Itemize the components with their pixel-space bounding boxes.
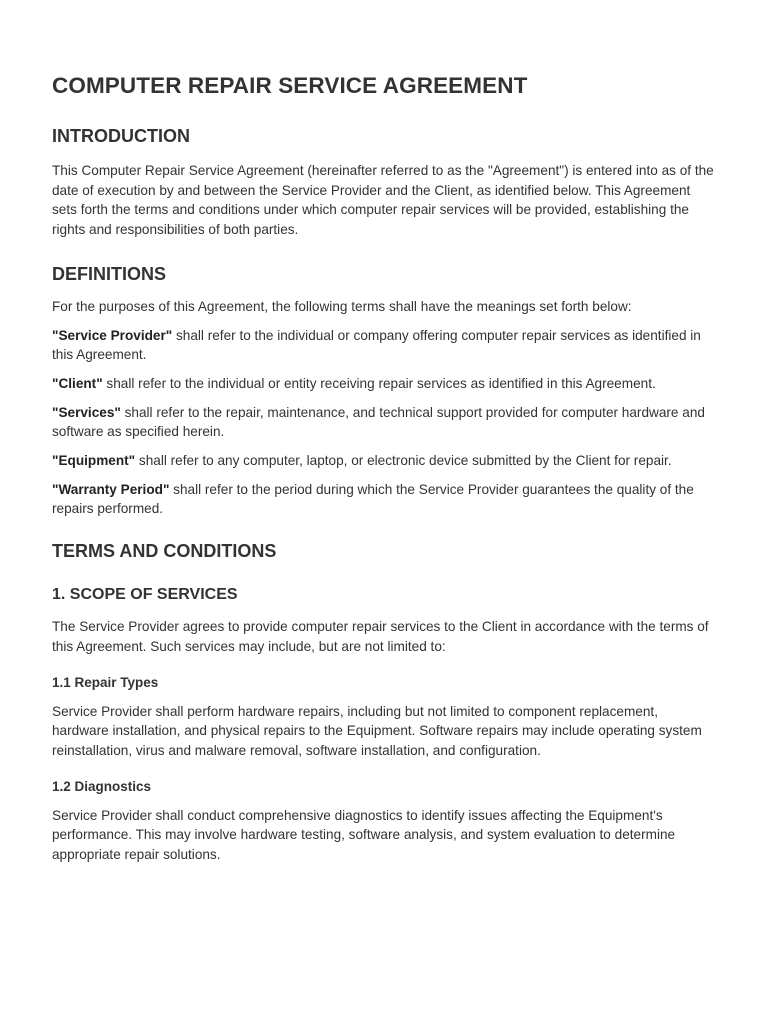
definition-term: "Warranty Period" bbox=[52, 481, 170, 497]
definition-term: "Equipment" bbox=[52, 453, 136, 469]
definition-term: "Service Provider" bbox=[52, 327, 173, 343]
repair-types-paragraph: Service Provider shall perform hardware repairs, including but not limited to component replacement, hardware installation, and physical repairs to the Equipment. Software repairs may include operating system reinstallation, virus and malware removal, software installation, and configuration. bbox=[52, 703, 702, 758]
terms-heading: TERMS AND CONDITIONS bbox=[52, 541, 277, 562]
definition-warranty-period bbox=[52, 480, 718, 519]
definition-text: shall refer to the period during which the Service Provider guarantees the quality of the repairs performed. bbox=[52, 481, 694, 517]
definition-service-provider bbox=[52, 326, 718, 365]
repair-types-heading: 1.1 Repair Types bbox=[52, 674, 159, 690]
diagnostics-heading: 1.2 Diagnostics bbox=[52, 778, 152, 794]
definitions-lead: For the purposes of this Agreement, the following terms shall have the meanings set forth below: bbox=[52, 298, 632, 314]
definition-text: shall refer to the repair, maintenance, and technical support provided for computer hardware and software as specified herein. bbox=[52, 404, 705, 440]
definition-text: shall refer to the individual or company offering computer repair services as identified in this Agreement. bbox=[52, 327, 701, 363]
introduction-paragraph: This Computer Repair Service Agreement (hereinafter referred to as the "Agreement") is entered into as of the date of execution by and between the Service Provider and the Client, as identified below. This Agreement sets forth the terms and conditions under which computer repair services will be provided, establishing the rights and responsibilities of both parties. bbox=[52, 163, 714, 238]
definition-term: "Client" bbox=[52, 375, 103, 391]
definition-equipment bbox=[52, 451, 718, 471]
definition-text: shall refer to the individual or entity receiving repair services as identified in this Agreement. bbox=[102, 375, 656, 391]
definition-client bbox=[52, 374, 718, 394]
introduction-heading: INTRODUCTION bbox=[52, 126, 190, 146]
document-title: COMPUTER REPAIR SERVICE AGREEMENT bbox=[52, 73, 528, 98]
diagnostics-paragraph: Service Provider shall conduct comprehensive diagnostics to identify issues affecting the Equipment's performance. This may involve hardware testing, software analysis, and system evaluation to determine appropriate repair solutions. bbox=[52, 807, 676, 863]
definition-services bbox=[52, 403, 718, 442]
scope-heading: 1. SCOPE OF SERVICES bbox=[52, 586, 238, 604]
definitions-heading: DEFINITIONS bbox=[52, 263, 167, 284]
definition-text: shall refer to any computer, laptop, or electronic device submitted by the Client for repair. bbox=[135, 453, 672, 469]
scope-paragraph: The Service Provider agrees to provide computer repair services to the Client in accordance with the terms of this Agreement. Such services may include, but are not limited to: bbox=[52, 619, 709, 654]
definition-term: "Services" bbox=[52, 404, 121, 420]
